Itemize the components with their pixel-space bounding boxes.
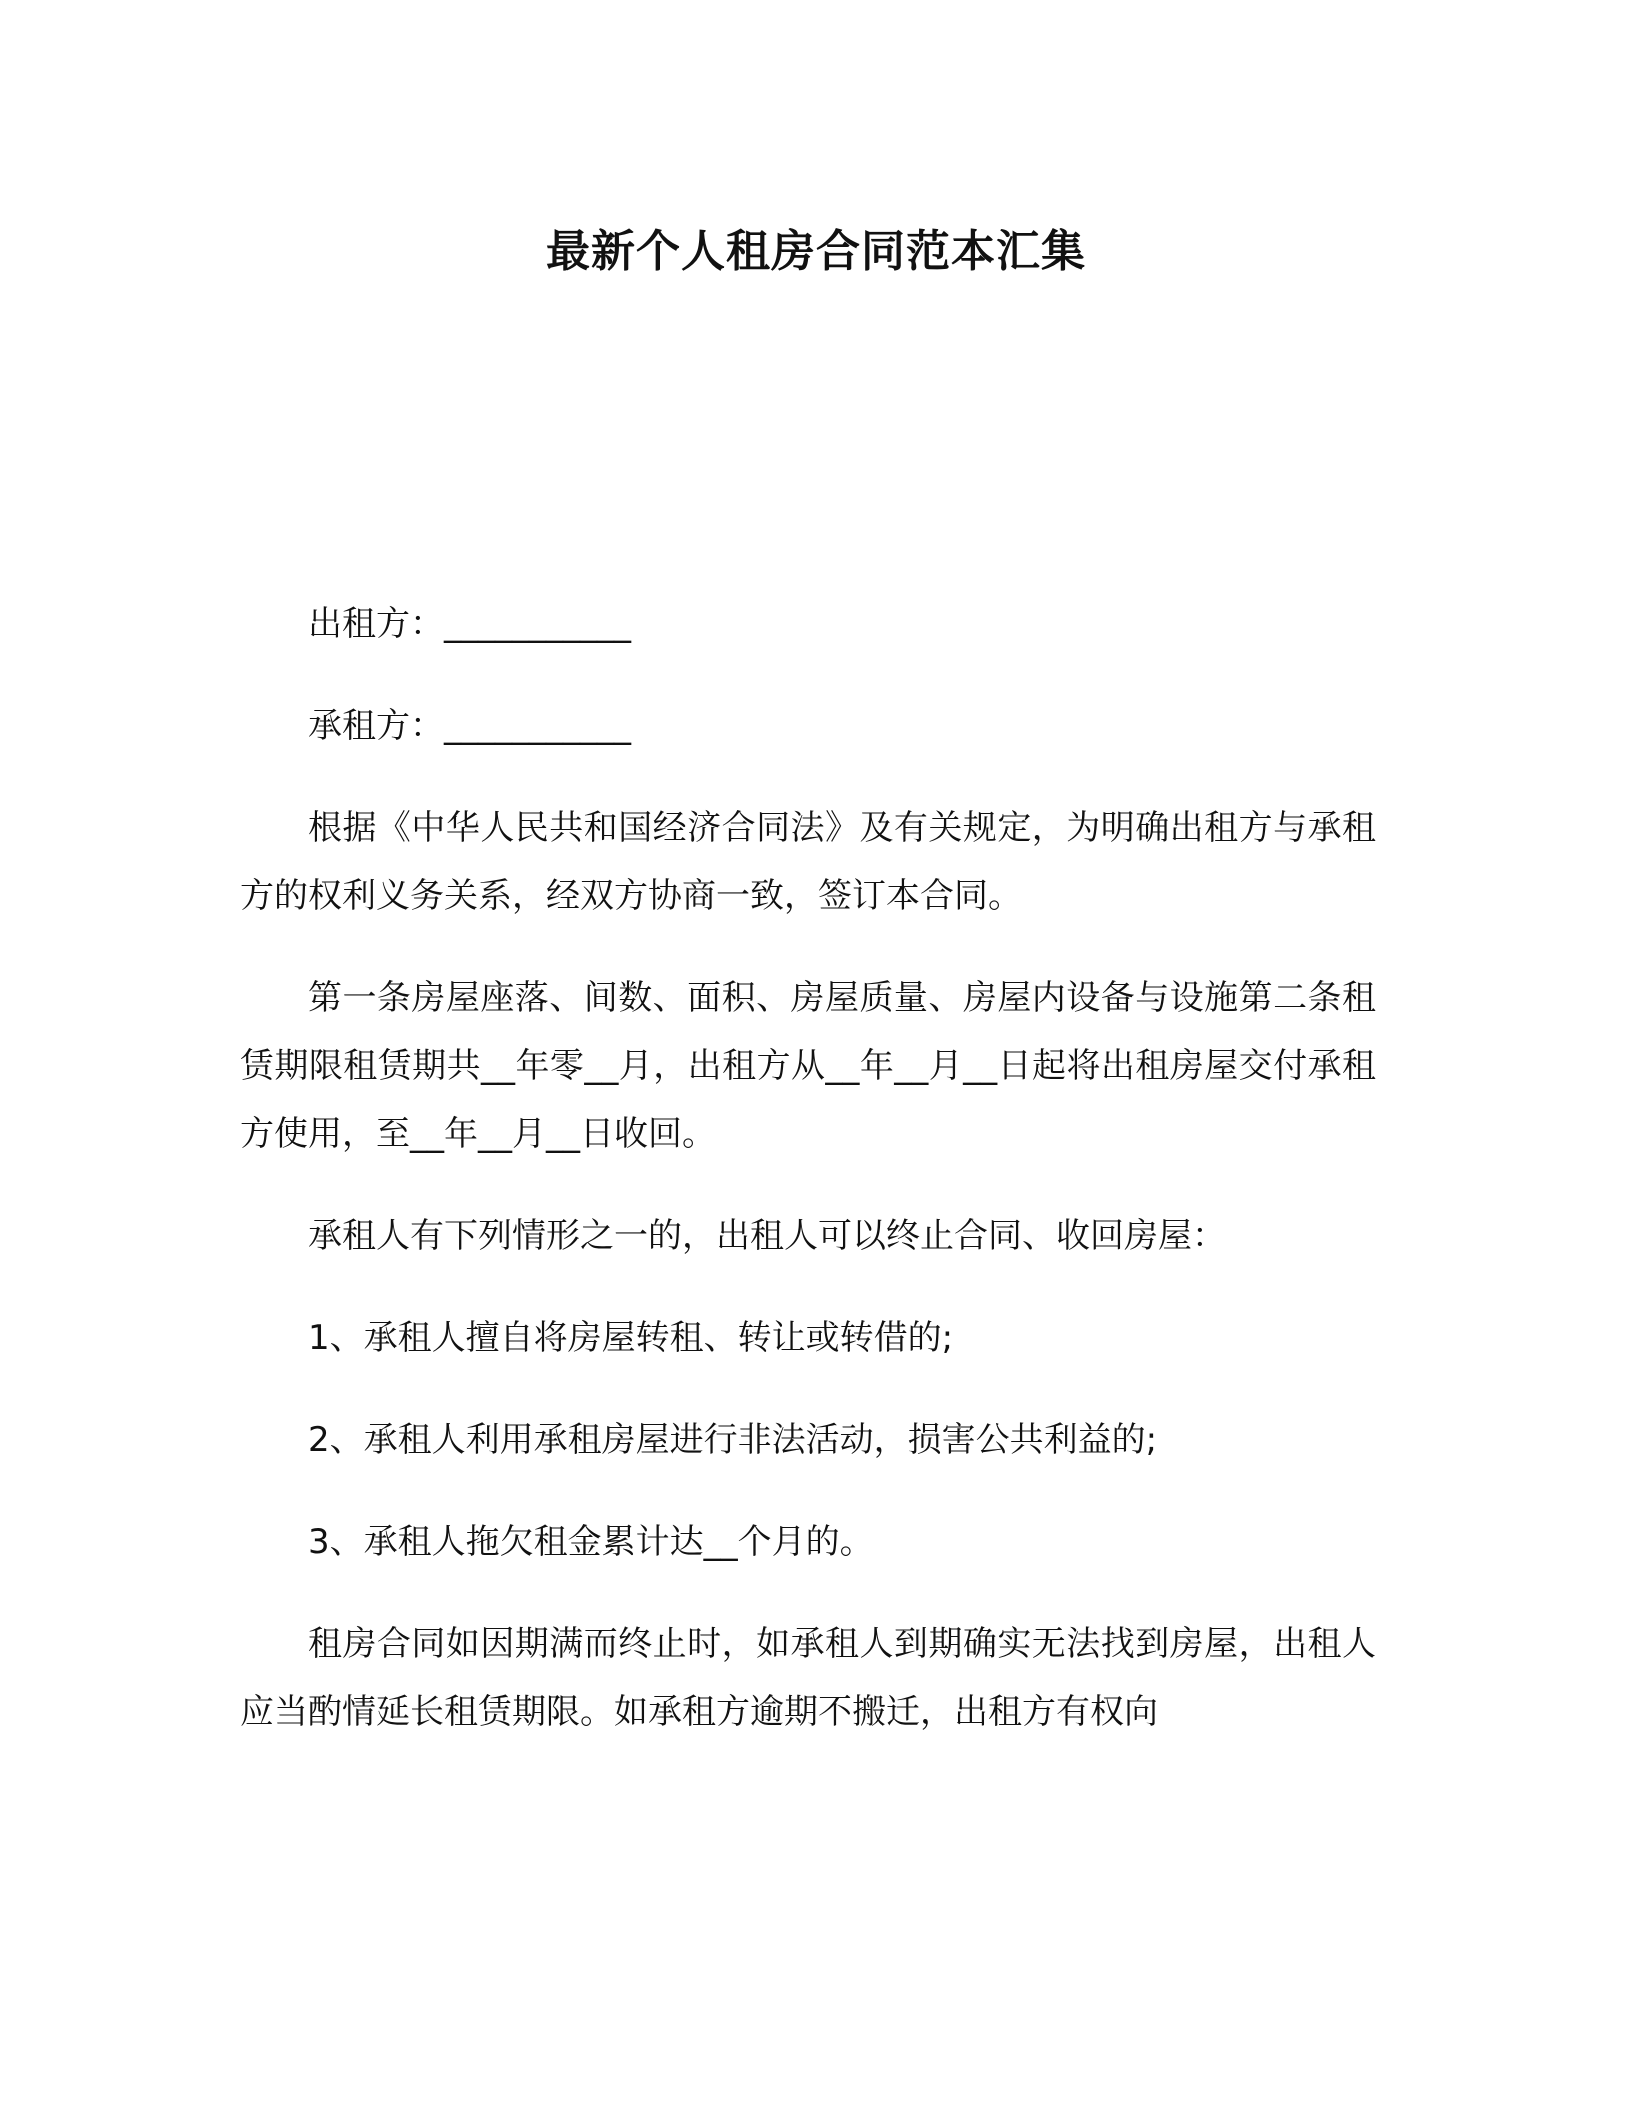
document-body [240,590,1376,1780]
condition-item-1: 1、承租人擅自将房屋转租、转让或转借的; [308,1318,954,1358]
article-one-two-paragraph: 第一条房屋座落、间数、面积、房屋质量、房屋内设备与设施第二条租赁期限租赁期共__年零__月，出租方从__年__月__日起将出租房屋交付承租方使用，至__年__月__日收回。 [240,978,1376,1154]
preamble-paragraph: 根据《中华人民共和国经济合同法》及有关规定，为明确出租方与承租方的权利义务关系，经双方协商一致，签订本合同。 [240,808,1376,916]
condition-item-3: 3、承租人拖欠租金累计达__个月的。 [308,1522,874,1562]
document-title: 最新个人租房合同范本汇集 [546,226,1086,277]
condition-item-2: 2、承租人利用承租房屋进行非法活动，损害公共利益的; [308,1420,1158,1460]
termination-conditions-heading: 承租人有下列情形之一的，出租人可以终止合同、收回房屋： [308,1216,1226,1256]
expiry-paragraph: 租房合同如因期满而终止时，如承租人到期确实无法找到房屋，出租人应当酌情延长租赁期限。如承租方逾期不搬迁，出租方有权向 [240,1624,1376,1732]
lessor-line: 出租方：___________ [308,604,631,644]
lessee-line: 承租方：___________ [308,706,631,746]
